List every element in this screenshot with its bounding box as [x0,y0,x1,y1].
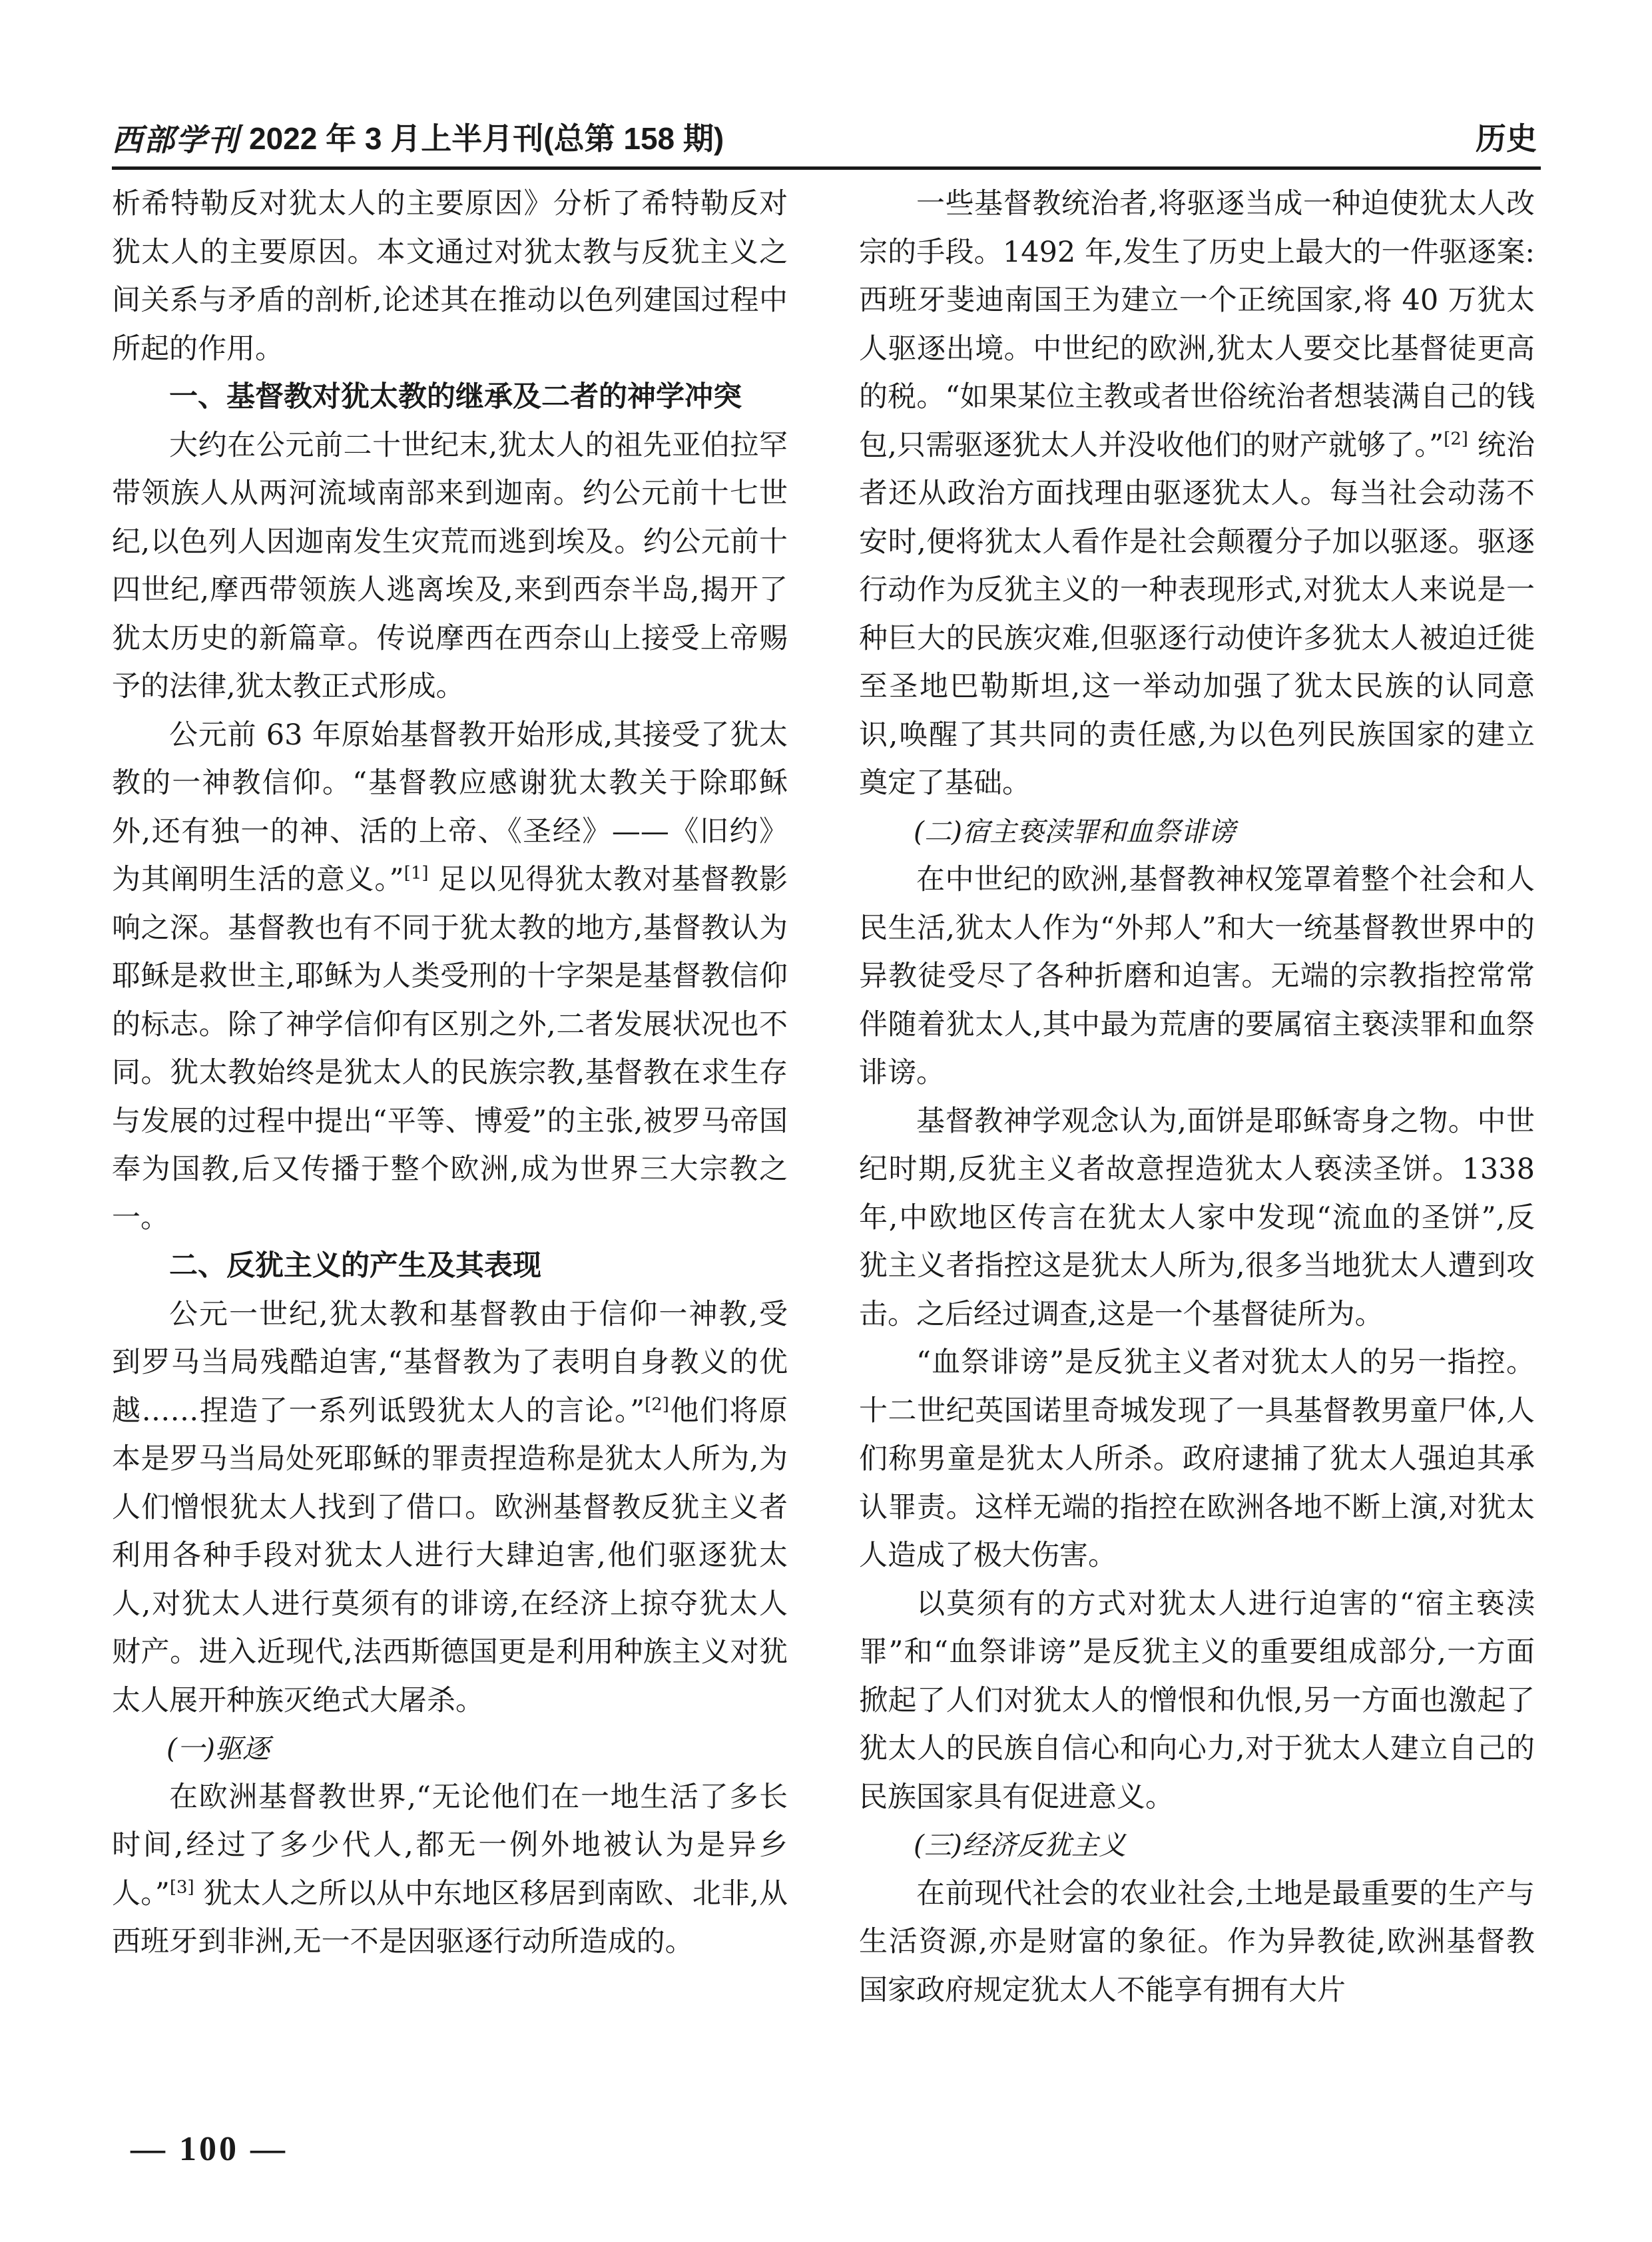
paragraph [112,1290,788,1725]
paragraph [859,1338,1535,1580]
citation-ref: [2] [1444,429,1468,449]
paragraph [859,1580,1535,1822]
paragraph-text: 足以见得犹太教对基督教影响之深。基督教也有不同于犹太教的地方,基督教认为耶稣是救世主,耶稣为人类受刑的十字架是基督教信仰的标志。除了神学信仰有区别之外,二者发展状况也不同。犹太教始终是犹太人的民族宗教,基督教在求生存与发展的过程中提出“平等、博爱”的主张,被罗马帝国奉为国教,后又传播于整个欧洲,成为世界三大宗教之一。 [112,863,788,1235]
paragraph-text: 以莫须有的方式对犹太人进行迫害的“宿主亵渎罪”和“血祭诽谤”是反犹主义的重要组成部分,一方面掀起了人们对犹太人的憎恨和仇恨,另一方面也激起了犹太人的民族自信心和向心力,对于犹太人建立自己的民族国家具有促进意义。 [859,1587,1535,1814]
paragraph [112,421,788,711]
page-header [112,107,1541,168]
issue-info: 2022 年 3 月上半月刊(总第 158 期) [249,121,724,156]
citation-ref: [3] [169,1877,194,1898]
journal-logo: 西部学刊 [112,122,240,158]
paragraph [112,711,788,1243]
paragraph [112,1773,788,1966]
paragraph [859,856,1535,1097]
section-label: 历史 [1476,121,1537,156]
paragraph-text: (二)宿主亵渎罪和血祭诽谤 [914,815,1235,848]
subsection-heading [859,808,1535,856]
citation-ref: [2] [645,1394,669,1415]
paragraph-text: 他们将原本是罗马当局处死耶稣的罪责捏造称是犹太人所为,为人们憎恨犹太人找到了借口。欧洲基督教反犹主义者利用各种手段对犹太人进行大肆迫害,他们驱逐犹太人,对犹太人进行莫须有的诽谤,在经济上掠夺犹太人财产。进入近现代,法西斯德国更是利用种族主义对犹太人展开种族灭绝式大屠杀。 [112,1394,788,1717]
paragraph-text: 大约在公元前二十世纪末,犹太人的祖先亚伯拉罕带领族人从两河流域南部来到迦南。约公元前十七世纪,以色列人因迦南发生灾荒而逃到埃及。约公元前十四世纪,摩西带领族人逃离埃及,来到西奈半岛,揭开了犹太历史的新篇章。传说摩西在西奈山上接受上帝赐予的法律,犹太教正式形成。 [112,428,788,703]
paragraph [859,1870,1535,2015]
paragraph-text: (一)驱逐 [166,1733,270,1765]
paragraph-text: 析希特勒反对犹太人的主要原因》分析了希特勒反对犹太人的主要原因。本文通过对犹太教与反犹主义之间关系与矛盾的剖析,论述其在推动以色列建国过程中所起的作用。 [112,187,788,366]
paragraph-text: 在欧洲基督教世界,“无论他们在一地生活了多长时间,经过了多少代人,都无一例外地被认为是异乡人。” [112,1780,788,1910]
citation-ref: [1] [404,863,429,884]
section-heading [112,1242,788,1290]
paragraph-text: 在中世纪的欧洲,基督教神权笼罩着整个社会和人民生活,犹太人作为“外邦人”和大一统基督教世界中的异教徒受尽了各种折磨和迫害。无端的宗教指控常常伴随着犹太人,其中最为荒唐的要属宿主亵渎罪和血祭诽谤。 [859,863,1535,1089]
page-number: — 100 — [131,2130,288,2168]
paragraph-text: 一些基督教统治者,将驱逐当成一种迫使犹太人改宗的手段。1492 年,发生了历史上最大的一件驱逐案:西班牙斐迪南国王为建立一个正统国家,将 40 万犹太人驱逐出境。中世纪的欧洲,犹太人要交比基督徒更高的税。“如果某位主教或者世俗统治者想装满自己的钱包,只需驱逐犹太人并没收他们的财产就够了。” [859,187,1535,462]
paragraph-text: 统治者还从政治方面找理由驱逐犹太人。每当社会动荡不安时,便将犹太人看作是社会颠覆分子加以驱逐。驱逐行动作为反犹主义的一种表现形式,对犹太人来说是一种巨大的民族灾难,但驱逐行动使许多犹太人被迫迁徙至圣地巴勒斯坦,这一举动加强了犹太民族的认同意识,唤醒了其共同的责任感,为以色列民族国家的建立奠定了基础。 [859,428,1535,800]
header-divider [112,166,1541,170]
paragraph-text: 基督教神学观念认为,面饼是耶稣寄身之物。中世纪时期,反犹主义者故意捏造犹太人亵渎圣饼。1338 年,中欧地区传言在犹太人家中发现“流血的圣饼”,反犹主义者指控这是犹太人所为,很多当地犹太人遭到攻击。之后经过调查,这是一个基督徒所为。 [859,1104,1535,1331]
paragraph-text: 在前现代社会的农业社会,土地是最重要的生产与生活资源,亦是财富的象征。作为异教徒,欧洲基督教国家政府规定犹太人不能享有拥有大片 [859,1876,1535,2007]
paragraph-text: “血祭诽谤”是反犹主义者对犹太人的另一指控。十二世纪英国诺里奇城发现了一具基督教男童尸体,人们称男童是犹太人所杀。政府逮捕了犹太人强迫其承认罪责。这样无端的指控在欧洲各地不断上演,对犹太人造成了极大伤害。 [859,1346,1535,1572]
paragraph [859,180,1535,808]
left-column [112,180,788,1966]
paragraph-text: 二、反犹主义的产生及其表现 [169,1249,541,1282]
paragraph-text: 公元一世纪,犹太教和基督教由于信仰一神教,受到罗马当局残酷迫害,“基督教为了表明自身教义的优越……捏造了一系列诋毁犹太人的言论。” [112,1297,788,1428]
paragraph-text: (三)经济反犹主义 [914,1829,1126,1861]
paragraph-text: 犹太人之所以从中东地区移居到南欧、北非,从西班牙到非洲,无一不是因驱逐行动所造成的。 [112,1876,788,1958]
subsection-heading [112,1725,788,1773]
subsection-heading [859,1821,1535,1870]
paragraph-text: 一、基督教对犹太教的继承及二者的神学冲突 [169,380,742,414]
paragraph [112,180,788,373]
paragraph [859,1097,1535,1339]
right-column [859,180,1535,2014]
section-heading [112,373,788,421]
paragraph-text: 公元前 63 年原始基督教开始形成,其接受了犹太教的一神教信仰。“基督教应感谢犹太教关于除耶稣外,还有独一的神、活的上帝、《圣经》——《旧约》为其阐明生活的意义。” [112,718,788,896]
